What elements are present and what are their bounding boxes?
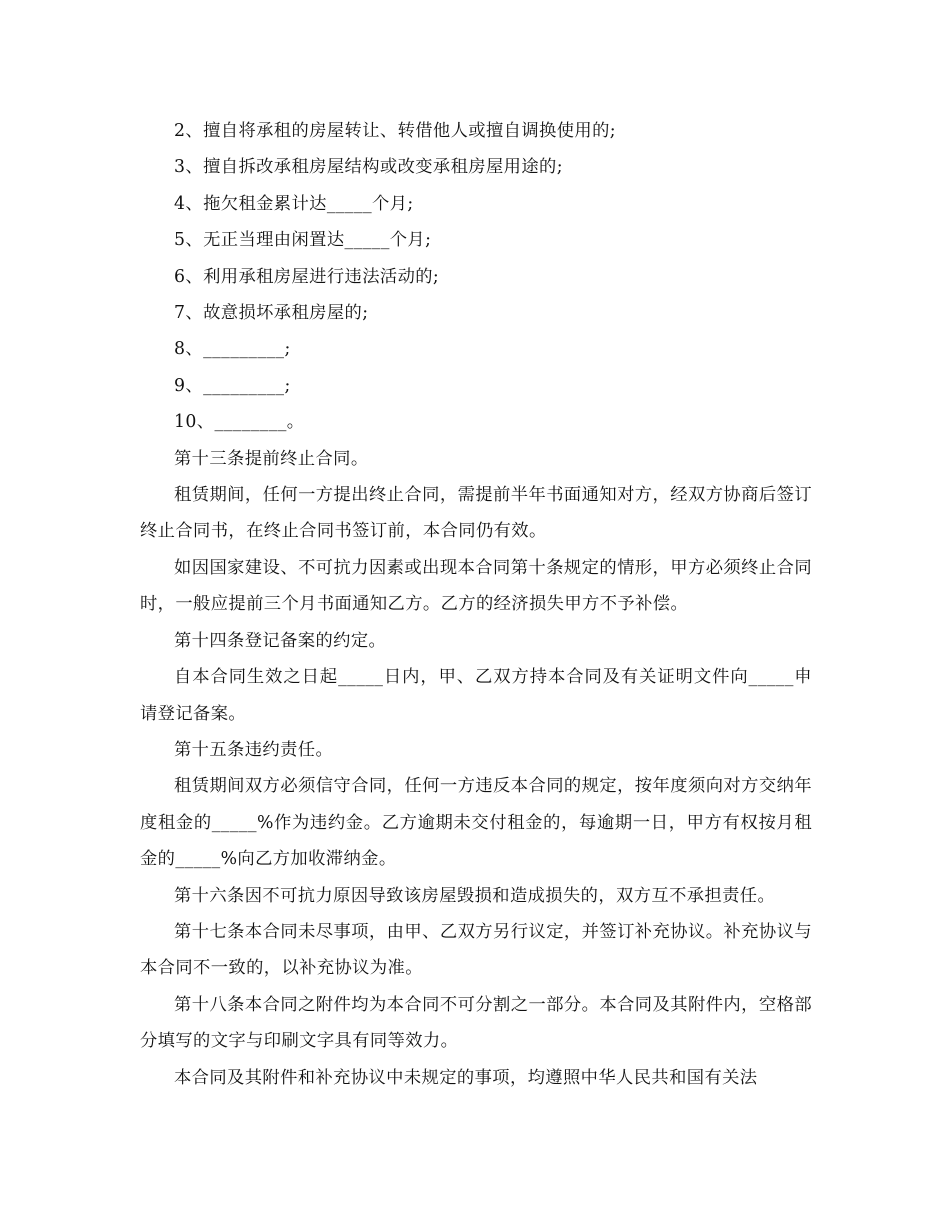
article-17-paragraph: 第十七条本合同未尽事项，由甲、乙双方另行议定，并签订补充协议。补充协议与本合同不一致的，以补充协议为准。	[140, 921, 812, 979]
article-14-heading: 第十四条登记备案的约定。	[174, 630, 387, 651]
clause-item-9: 9、_________;	[174, 375, 291, 396]
clause-item-10: 10、________。	[174, 412, 305, 433]
article-14-paragraph: 自本合同生效之日起_____日内，甲、乙双方持本合同及有关证明文件向_____申请登记备案。	[140, 667, 812, 724]
article-18-paragraph: 第十八条本合同之附件均为本合同不可分割之一部分。本合同及其附件内，空格部分填写的文字与印刷文字具有同等效力。	[140, 994, 812, 1052]
closing-paragraph: 本合同及其附件和补充协议中未规定的事项，均遵照中华人民共和国有关法	[174, 1067, 758, 1088]
clause-item-2: 2、擅自将承租的房屋转让、转借他人或擅自调换使用的;	[174, 121, 616, 141]
clause-item-3: 3、擅自拆改承租房屋结构或改变承租房屋用途的;	[174, 157, 563, 178]
article-13-heading: 第十三条提前终止合同。	[174, 448, 369, 469]
clause-item-7: 7、故意损坏承租房屋的;	[174, 303, 369, 324]
document-body	[140, 113, 812, 1096]
article-13-paragraph-2: 如因国家建设、不可抗力因素或出现本合同第十条规定的情形，甲方必须终止合同时，一般应提前三个月书面通知乙方。乙方的经济损失甲方不予补偿。	[140, 557, 812, 615]
clause-item-5: 5、无正当理由闲置达_____个月;	[174, 230, 432, 251]
clause-item-6: 6、利用承租房屋进行违法活动的;	[174, 266, 440, 287]
clause-item-8: 8、_________;	[174, 339, 291, 360]
article-15-paragraph: 租赁期间双方必须信守合同，任何一方违反本合同的规定，按年度须向对方交纳年度租金的_____%作为违约金。乙方逾期未交付租金的，每逾期一日，甲方有权按月租金的_____%向乙方加收滞纳金。	[140, 776, 812, 870]
article-16-paragraph: 第十六条因不可抗力原因导致该房屋毁损和造成损失的，双方互不承担责任。	[174, 885, 776, 906]
article-13-paragraph-1: 租赁期间，任何一方提出终止合同，需提前半年书面通知对方，经双方协商后签订终止合同书，在终止合同书签订前，本合同仍有效。	[140, 485, 812, 542]
article-15-heading: 第十五条违约责任。	[174, 739, 334, 760]
clause-item-4: 4、拖欠租金累计达_____个月;	[174, 193, 414, 214]
